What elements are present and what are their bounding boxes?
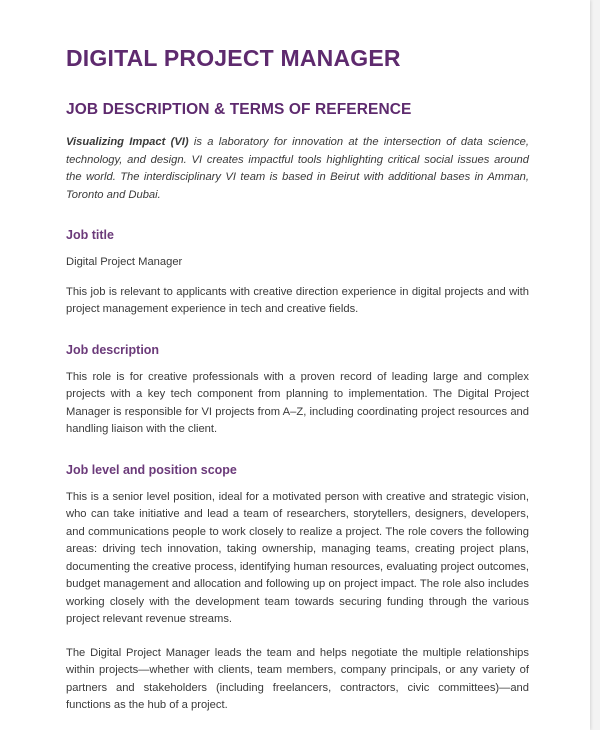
document-title: DIGITAL PROJECT MANAGER bbox=[66, 45, 401, 71]
section-heading: Job title bbox=[66, 228, 114, 242]
section-paragraph: This role is for creative professionals with a proven record of leading large and complex projects with a key tech component from planning to implementation. The Digital Project Manager is responsible for VI projects from A–Z, including coordinating project resources and handling liaison with the client. bbox=[66, 370, 529, 435]
intro-paragraph bbox=[66, 134, 529, 204]
intro-text: is a laboratory for innovation at the intersection of data science, technology, and design. VI creates impactful tools highlighting critical social issues around the world. The interdisciplinary VI team is based in Beirut with additional bases in Amman, Toronto and Dubai. bbox=[66, 136, 529, 201]
org-name: Visualizing Impact (VI) bbox=[66, 136, 189, 148]
section-job-title bbox=[66, 226, 529, 319]
section-heading: Job level and position scope bbox=[66, 462, 237, 477]
section-job-level bbox=[66, 461, 529, 715]
section-paragraph: Digital Project Manager bbox=[66, 256, 183, 268]
document-content bbox=[66, 44, 529, 715]
section-paragraph: This job is relevant to applicants with creative direction experience in digital projects and with project management experience in tech and creative fields. bbox=[66, 285, 529, 315]
section-heading: Job description bbox=[66, 342, 160, 357]
section-paragraph: This is a senior level position, ideal for a motivated person with creative and strategic vision, who can take initiative and lead a team of researchers, storytellers, designers, developers, and communications people to work closely to realize a project. The role covers the following areas: driving tech innovation, taking ownership, managing teams, creating project plans, documenting the creative process, identifying human resources, evaluating project outcomes, budget management and allocation and following up on project impact. The role also includes working closely with the development team towards securing funding through the various project relevant revenue streams. bbox=[66, 490, 529, 625]
document-subtitle: JOB DESCRIPTION & TERMS OF REFERENCE bbox=[66, 101, 412, 118]
section-job-description bbox=[66, 341, 529, 439]
section-paragraph: The Digital Project Manager leads the team and helps negotiate the multiple relationships within projects—whether with clients, team members, company principals, or any variety of partners and stakeholders (including freelancers, contractors, civic committees)—and functions as the hub of a project. bbox=[66, 646, 529, 711]
